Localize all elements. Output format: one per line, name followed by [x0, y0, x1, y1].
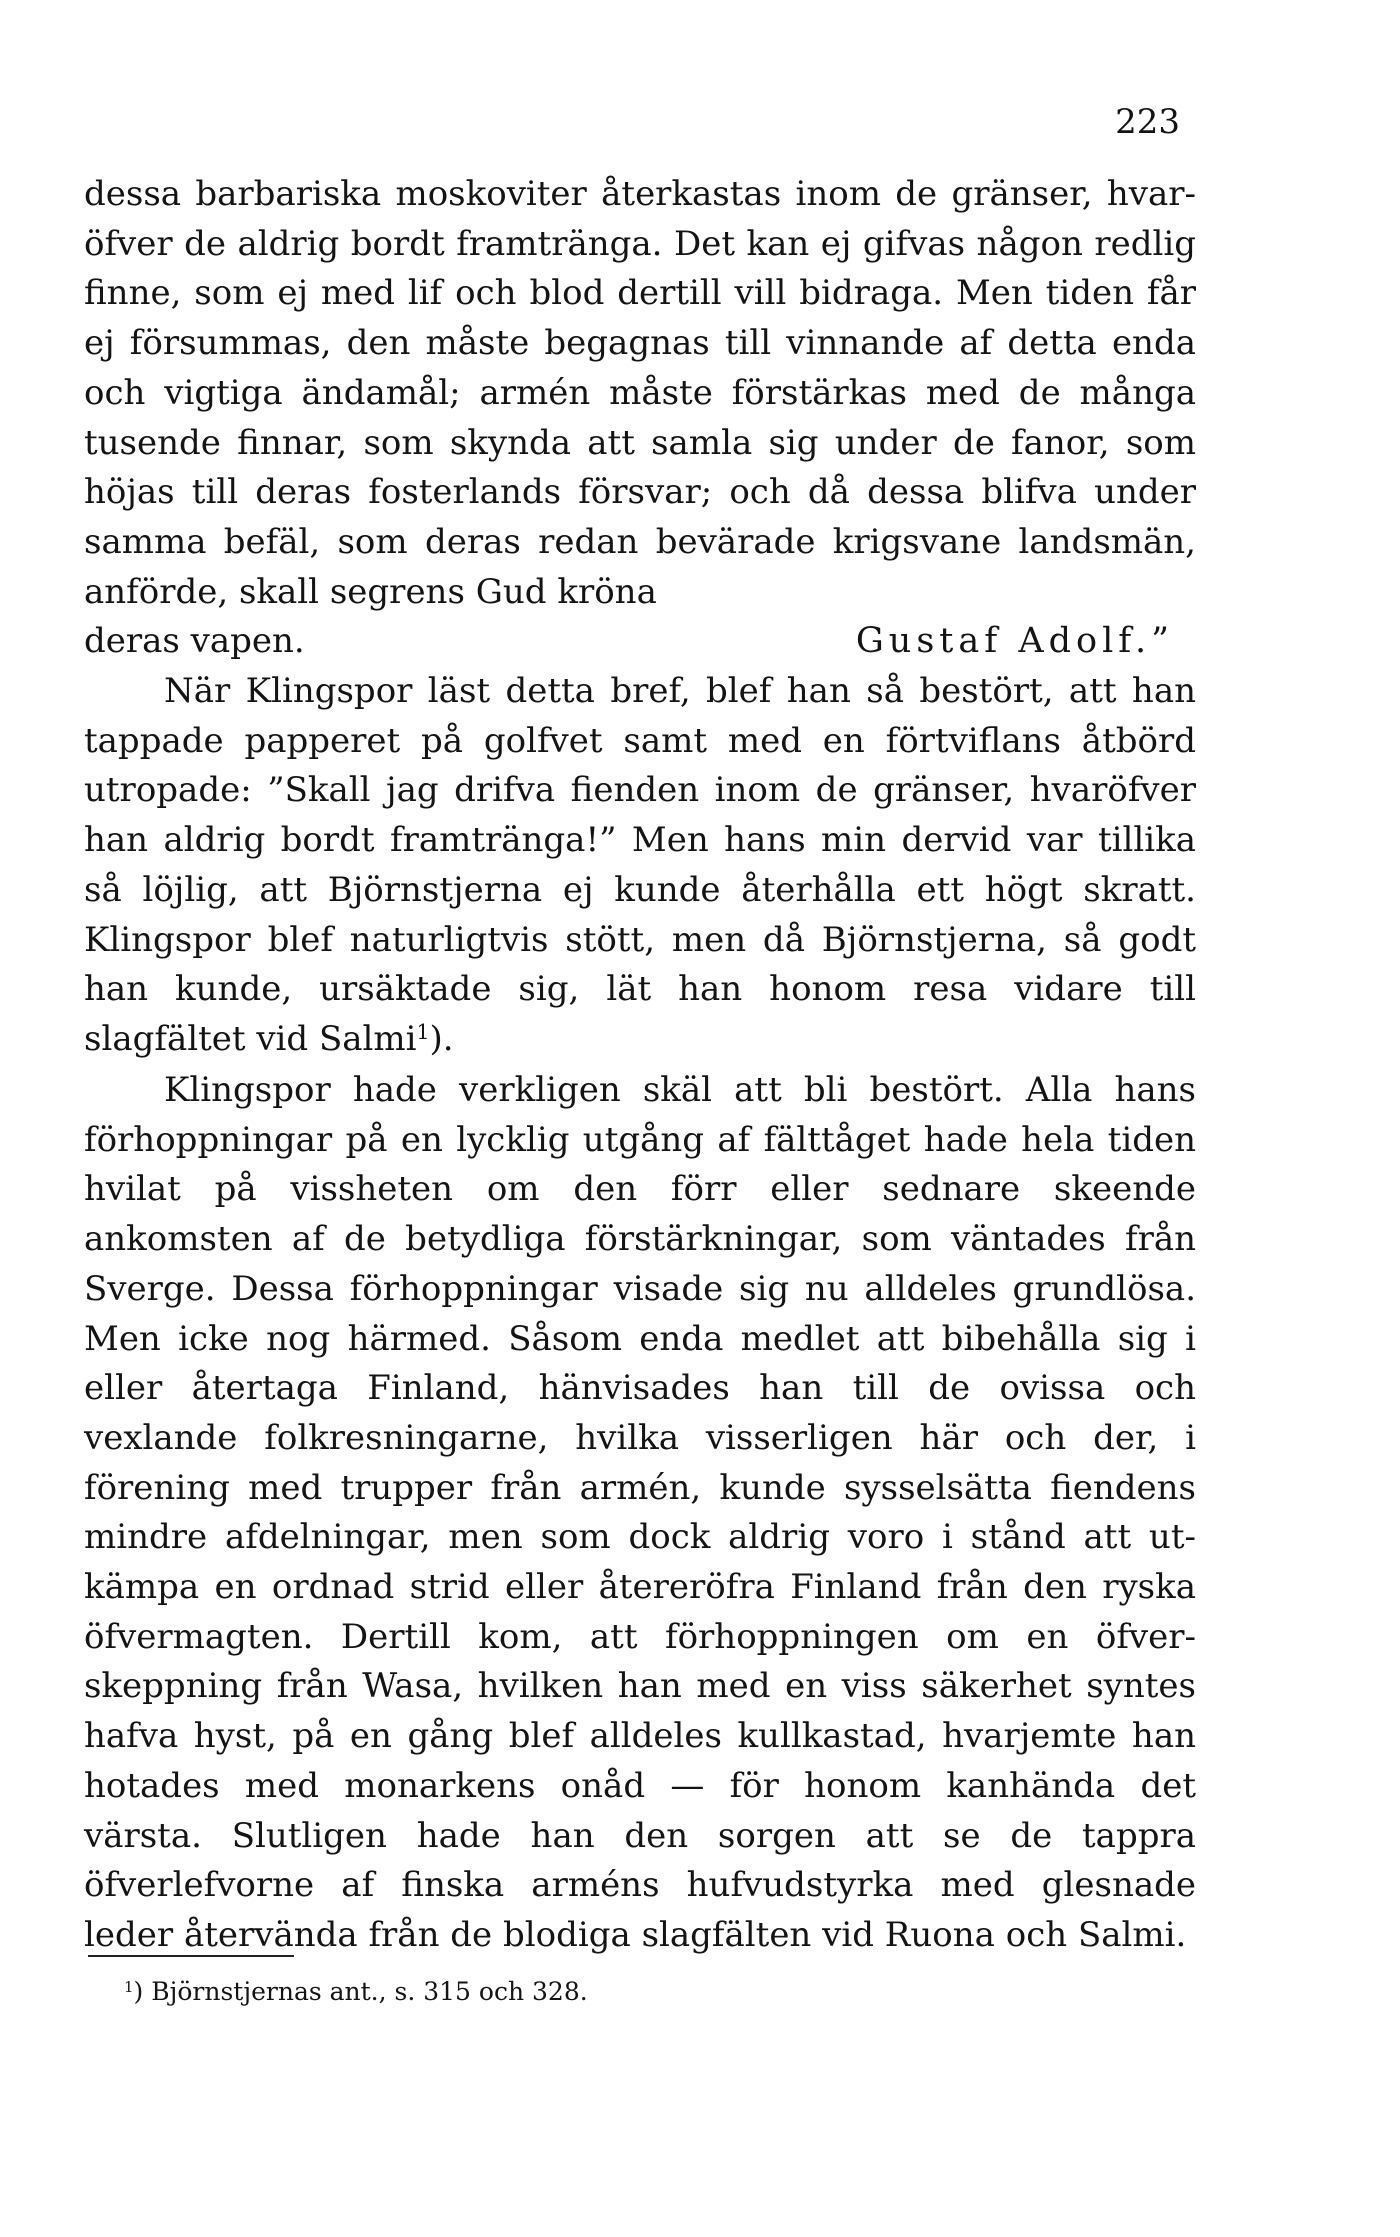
- paragraph-klingspor-reaction: [84, 667, 1196, 1065]
- letter-closing: [84, 170, 1196, 667]
- footnote-marker: 1: [124, 1977, 134, 1996]
- paragraph-klingspor-hopes-block: [84, 1066, 1196, 1961]
- letter-signature: Gustaf Adolf.”: [855, 621, 1174, 662]
- footnote-divider: [88, 1955, 294, 1957]
- letter-last-line: deras vapen.: [84, 621, 305, 662]
- footnote: [124, 1976, 588, 2008]
- paragraph-klingspor-hopes: Klingspor hade verkligen skäl att bli bestört. Alla hans förhoppningar på en lycklig utgång af fälttåget hade hela tiden hvilat på vissheten om den förr eller sednare skeende ankomsten af de betydliga förstärkningar, som väntades från Sverge. Dessa förhoppningar visade sig nu alldeles grundlösa. Men icke nog härmed. Såsom enda medlet att bibehålla sig i eller återtaga Finland, hänvisades han till de ovissa och vexlande folkresningarne, hvilka visserligen här och der, i förening med trupper från armén, kunde sysselsätta fiendens mindre afdelningar, men som dock aldrig voro i stånd att utkämpa en ordnad strid eller återeröfra Finland från den ryska öfvermagten. Dertill kom, att förhoppningen om en öfverskeppning från Wasa, hvilken han med en viss säkerhet syntes hafva hyst, på en gång blef alldeles kullkastad, hvarjemte han hotades med monarkens onåd — för honom kanhända det värsta. Slutligen hade han den sorgen att se de tappra öfverlefvorne af finska arméns hufvudstyrka med glesnade leder återvända från de blodiga slagfälten vid Ruona och Salmi.: [84, 1070, 1196, 1955]
- page-number: 223: [1115, 102, 1180, 142]
- paragraph-klingspor-reaction-block: [84, 667, 1196, 1065]
- footnote-text: ) Björnstjernas ant., s. 315 och 328.: [133, 1977, 588, 2006]
- letter-body: dessa barbariska moskoviter återkastas inom de gränser, hvaröfver de aldrig bordt framtränga. Det kan ej gifvas någon redlig finne, som ej med lif och blod dertill vill bidraga. Men tiden får ej försummas, den måste begagnas till vinnande af detta enda och vigtiga ändamål; armén måste förstärkas med de många tusende finnar, som skynda att samla sig under de fanor, som höjas till deras fosterlands försvar; och då dessa blifva under samma befäl, som deras redan bevärade krigsvane landsmän, anförde, skall segrens Gud kröna: [84, 174, 1196, 612]
- footnote-reference: 1: [416, 1019, 430, 1044]
- letter-signature-line: [84, 617, 1196, 667]
- paragraph-klingspor-reaction-tail: ).: [429, 1018, 454, 1059]
- paragraph-klingspor-reaction-text: När Klingspor läst detta bref, blef han så bestört, att han tappade papperet på golfvet samt med en förtviflans åtbörd utropade: ”Skall jag drifva fienden inom de gränser, hvaröfver han aldrig bordt framtränga!” Men hans min dervid var tillika så löjlig, att Björnstjerna ej kunde återhålla ett högt skratt. Klingspor blef naturligtvis stött, men då Björnstjerna, så godt han kunde, ursäktade sig, lät han honom resa vidare till slagfältet vid Salmi: [84, 671, 1196, 1059]
